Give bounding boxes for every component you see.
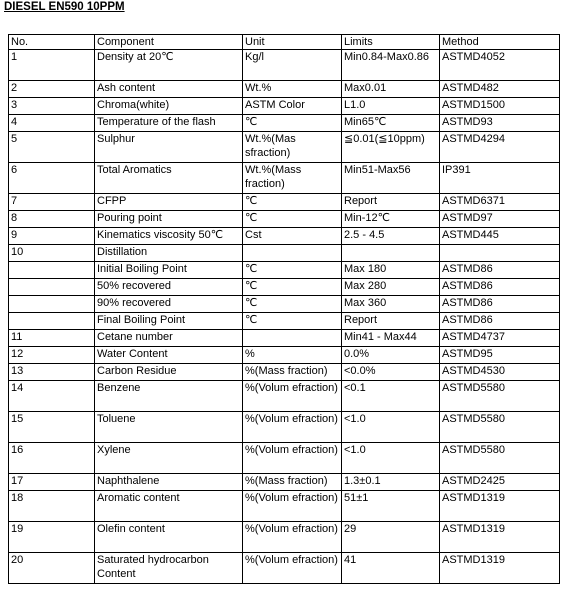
cell-limits: Max 360 [342,296,440,313]
cell-method: ASTMD482 [440,81,560,98]
cell-limits: Min65℃ [342,115,440,132]
cell-no [9,279,95,296]
cell-unit: %(Volum efraction) [243,491,342,522]
column-header-method: Method [440,35,560,50]
table-row [9,347,560,364]
cell-unit: ℃ [243,279,342,296]
cell-unit: % [243,347,342,364]
table-row [9,443,560,474]
cell-unit: Wt.% [243,81,342,98]
table-row [9,98,560,115]
cell-component: Distillation [95,245,243,262]
cell-unit [243,245,342,262]
cell-unit: ℃ [243,296,342,313]
cell-limits: Max0.01 [342,81,440,98]
table-row [9,553,560,584]
cell-unit: ℃ [243,262,342,279]
cell-method: ASTMD4052 [440,50,560,81]
cell-limits: Min41 - Max44 [342,330,440,347]
cell-no: 2 [9,81,95,98]
table-row [9,330,560,347]
table-row [9,194,560,211]
cell-component: Carbon Residue [95,364,243,381]
cell-limits: <1.0 [342,443,440,474]
table-row [9,474,560,491]
cell-method: ASTMD86 [440,296,560,313]
table-row [9,50,560,81]
cell-component: Ash content [95,81,243,98]
table-row [9,211,560,228]
column-header-no: No. [9,35,95,50]
cell-component: Density at 20℃ [95,50,243,81]
cell-method: ASTMD4737 [440,330,560,347]
cell-unit: Wt.%(Mas sfraction) [243,132,342,163]
cell-method [440,245,560,262]
cell-component: Cetane number [95,330,243,347]
cell-method: ASTMD95 [440,347,560,364]
cell-limits: L1.0 [342,98,440,115]
cell-no: 19 [9,522,95,553]
cell-limits: 51±1 [342,491,440,522]
cell-no: 14 [9,381,95,412]
table-row [9,132,560,163]
cell-limits: 41 [342,553,440,584]
cell-method: ASTMD4294 [440,132,560,163]
cell-method: ASTMD4530 [440,364,560,381]
cell-unit: Cst [243,228,342,245]
document-title: DIESEL EN590 10PPM [4,1,125,13]
cell-unit: %(Volum efraction) [243,553,342,584]
specification-table [8,34,560,584]
table-row [9,491,560,522]
column-header-limits: Limits [342,35,440,50]
cell-no: 6 [9,163,95,194]
cell-method: ASTMD97 [440,211,560,228]
cell-component: Temperature of the flash [95,115,243,132]
cell-method: ASTMD2425 [440,474,560,491]
cell-component: Saturated hydrocarbon Content [95,553,243,584]
cell-unit: %(Mass fraction) [243,474,342,491]
cell-unit: ℃ [243,211,342,228]
cell-limits: 29 [342,522,440,553]
table-row [9,412,560,443]
cell-no [9,296,95,313]
cell-limits: Max 280 [342,279,440,296]
cell-component: Total Aromatics [95,163,243,194]
cell-method: ASTMD5580 [440,443,560,474]
cell-no: 1 [9,50,95,81]
cell-unit: ASTM Color [243,98,342,115]
cell-unit: %(Volum efraction) [243,522,342,553]
table-row [9,81,560,98]
cell-method: ASTMD86 [440,313,560,330]
cell-method: ASTMD93 [440,115,560,132]
cell-method: ASTMD1319 [440,522,560,553]
cell-limits: <1.0 [342,412,440,443]
cell-component: Water Content [95,347,243,364]
cell-no: 17 [9,474,95,491]
cell-unit: Wt.%(Mass fraction) [243,163,342,194]
cell-no: 11 [9,330,95,347]
cell-no: 5 [9,132,95,163]
table-row [9,296,560,313]
cell-unit: ℃ [243,115,342,132]
cell-no: 16 [9,443,95,474]
table-row [9,381,560,412]
cell-component: Naphthalene [95,474,243,491]
table-header-row [9,35,560,50]
cell-unit [243,330,342,347]
cell-no: 13 [9,364,95,381]
cell-method: IP391 [440,163,560,194]
cell-no [9,262,95,279]
cell-component: Sulphur [95,132,243,163]
cell-limits: Report [342,313,440,330]
table-row [9,313,560,330]
cell-limits: Report [342,194,440,211]
cell-unit: ℃ [243,313,342,330]
cell-no: 9 [9,228,95,245]
cell-no: 12 [9,347,95,364]
cell-no [9,313,95,330]
cell-limits: Min-12℃ [342,211,440,228]
cell-no: 3 [9,98,95,115]
cell-component: CFPP [95,194,243,211]
cell-component: 50% recovered [95,279,243,296]
cell-component: Initial Boiling Point [95,262,243,279]
cell-component: Toluene [95,412,243,443]
cell-no: 7 [9,194,95,211]
table-row [9,522,560,553]
table-row [9,279,560,296]
cell-method: ASTMD5580 [440,412,560,443]
cell-component: Pouring point [95,211,243,228]
cell-limits: ≦0.01(≦10ppm) [342,132,440,163]
cell-method: ASTMD1500 [440,98,560,115]
table-row [9,245,560,262]
cell-limits: <0.1 [342,381,440,412]
cell-component: Olefin content [95,522,243,553]
cell-method: ASTMD86 [440,279,560,296]
cell-component: Final Boiling Point [95,313,243,330]
cell-limits: <0.0% [342,364,440,381]
table-row [9,262,560,279]
table-row [9,228,560,245]
cell-limits: 2.5 - 4.5 [342,228,440,245]
column-header-component: Component [95,35,243,50]
cell-method: ASTMD445 [440,228,560,245]
cell-method: ASTMD5580 [440,381,560,412]
cell-limits [342,245,440,262]
cell-no: 20 [9,553,95,584]
cell-unit: %(Mass fraction) [243,364,342,381]
cell-limits: Min0.84-Max0.86 [342,50,440,81]
cell-component: Benzene [95,381,243,412]
cell-no: 10 [9,245,95,262]
cell-method: ASTMD1319 [440,491,560,522]
cell-no: 4 [9,115,95,132]
cell-limits: 1.3±0.1 [342,474,440,491]
cell-component: 90% recovered [95,296,243,313]
cell-method: ASTMD6371 [440,194,560,211]
table-row [9,115,560,132]
cell-component: Kinematics viscosity 50℃ [95,228,243,245]
cell-limits: 0.0% [342,347,440,364]
cell-component: Xylene [95,443,243,474]
cell-limits: Min51-Max56 [342,163,440,194]
cell-component: Chroma(white) [95,98,243,115]
cell-component: Aromatic content [95,491,243,522]
cell-method: ASTMD1319 [440,553,560,584]
table-row [9,364,560,381]
cell-unit: %(Volum efraction) [243,381,342,412]
cell-unit: %(Volum efraction) [243,443,342,474]
cell-method: ASTMD86 [440,262,560,279]
cell-limits: Max 180 [342,262,440,279]
column-header-unit: Unit [243,35,342,50]
cell-no: 8 [9,211,95,228]
cell-no: 15 [9,412,95,443]
table-body [9,50,560,584]
cell-unit: Kg/l [243,50,342,81]
cell-no: 18 [9,491,95,522]
table-row [9,163,560,194]
cell-unit: %(Volum efraction) [243,412,342,443]
cell-unit: ℃ [243,194,342,211]
